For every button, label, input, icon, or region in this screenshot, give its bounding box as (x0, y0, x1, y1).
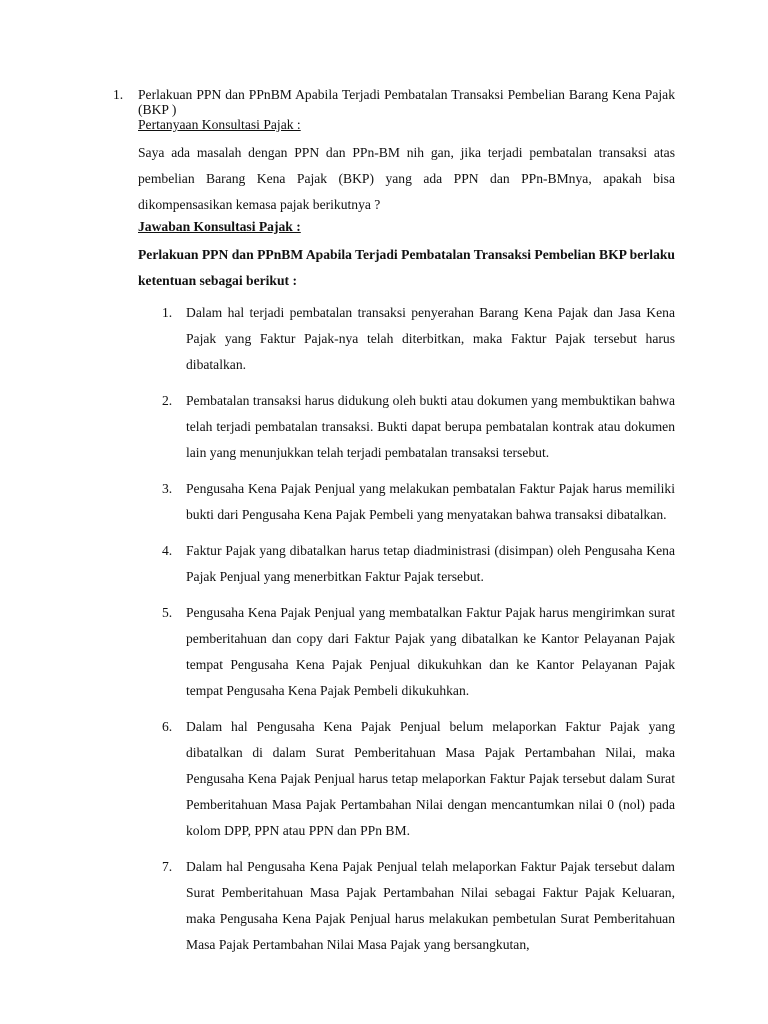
list-item-number: 1. (162, 305, 173, 320)
list-item-text: Pengusaha Kena Pajak Penjual yang melakukan pembatalan Faktur Pajak harus memiliki bukti dari Pengusaha Kena Pajak Pembeli yang menyatakan bahwa transaksi dibatalkan. (186, 481, 675, 522)
list-item (115, 538, 675, 590)
question-label: Pertanyaan Konsultasi Pajak : (138, 117, 301, 132)
list-item (115, 714, 675, 844)
list-item (115, 854, 675, 958)
section-title: Perlakuan PPN dan PPnBM Apabila Terjadi Pembatalan Transaksi Pembelian Barang Kena Pajak (BKP ) (138, 87, 675, 117)
list-item-number: 6. (162, 719, 173, 734)
section-number: 1. (113, 87, 124, 102)
question-text: Saya ada masalah dengan PPN dan PPn-BM nih gan, jika terjadi pembatalan transaksi atas pembelian Barang Kena Pajak (BKP) yang ada PPN dan PPn-BMnya, apakah bisa dikompensasikan kemasa pajak berikutnya ? (138, 145, 675, 212)
answer-list (115, 300, 675, 958)
list-item-text: Dalam hal Pengusaha Kena Pajak Penjual belum melaporkan Faktur Pajak yang dibatalkan di dalam Surat Pemberitahuan Masa Pajak Pertambahan Nilai, maka Pengusaha Kena Pajak Penjual harus tetap melaporkan Faktur Pajak tersebut dalam Surat Pemberitahuan Masa Pajak Pertambahan Nilai dengan mencantumkan nilai 0 (nol) pada kolom DPP, PPN atau PPN dan PPn BM. (186, 719, 675, 838)
list-item-number: 4. (162, 543, 173, 558)
list-item-text: Dalam hal terjadi pembatalan transaksi penyerahan Barang Kena Pajak dan Jasa Kena Pajak yang Faktur Pajak-nya telah diterbitkan, maka Faktur Pajak tersebut harus dibatalkan. (186, 305, 675, 372)
list-item-number: 2. (162, 393, 173, 408)
list-item (115, 600, 675, 704)
answer-label: Jawaban Konsultasi Pajak : (138, 219, 301, 234)
list-item (115, 388, 675, 466)
list-item-text: Dalam hal Pengusaha Kena Pajak Penjual telah melaporkan Faktur Pajak tersebut dalam Surat Pemberitahuan Masa Pajak Pertambahan Nilai sebagai Faktur Pajak Keluaran, maka Pengusaha Kena Pajak Penjual harus melakukan pembetulan Surat Pemberitahuan Masa Pajak Pertambahan Nilai Masa Pajak yang bersangkutan, (186, 859, 675, 952)
list-item (115, 476, 675, 528)
section-1 (115, 87, 675, 968)
answer-intro: Perlakuan PPN dan PPnBM Apabila Terjadi Pembatalan Transaksi Pembelian BKP berlaku ketentuan sebagai berikut : (138, 247, 675, 288)
list-item-number: 7. (162, 859, 173, 874)
list-item-text: Pembatalan transaksi harus didukung oleh bukti atau dokumen yang membuktikan bahwa telah terjadi pembatalan transaksi. Bukti dapat berupa pembatalan kontrak atau dokumen lain yang menunjukkan telah terjadi pembatalan transaksi tersebut. (186, 393, 675, 460)
list-item-text: Faktur Pajak yang dibatalkan harus tetap diadministrasi (disimpan) oleh Pengusaha Kena Pajak Penjual yang menerbitkan Faktur Pajak tersebut. (186, 543, 675, 584)
list-item-number: 3. (162, 481, 173, 496)
list-item-number: 5. (162, 605, 173, 620)
list-item-text: Pengusaha Kena Pajak Penjual yang membatalkan Faktur Pajak harus mengirimkan surat pemberitahuan dan copy dari Faktur Pajak yang dibatalkan ke Kantor Pelayanan Pajak tempat Pengusaha Kena Pajak Penjual dikukuhkan dan ke Kantor Pelayanan Pajak tempat Pengusaha Kena Pajak Pembeli dikukuhkan. (186, 605, 675, 698)
list-item (115, 300, 675, 378)
